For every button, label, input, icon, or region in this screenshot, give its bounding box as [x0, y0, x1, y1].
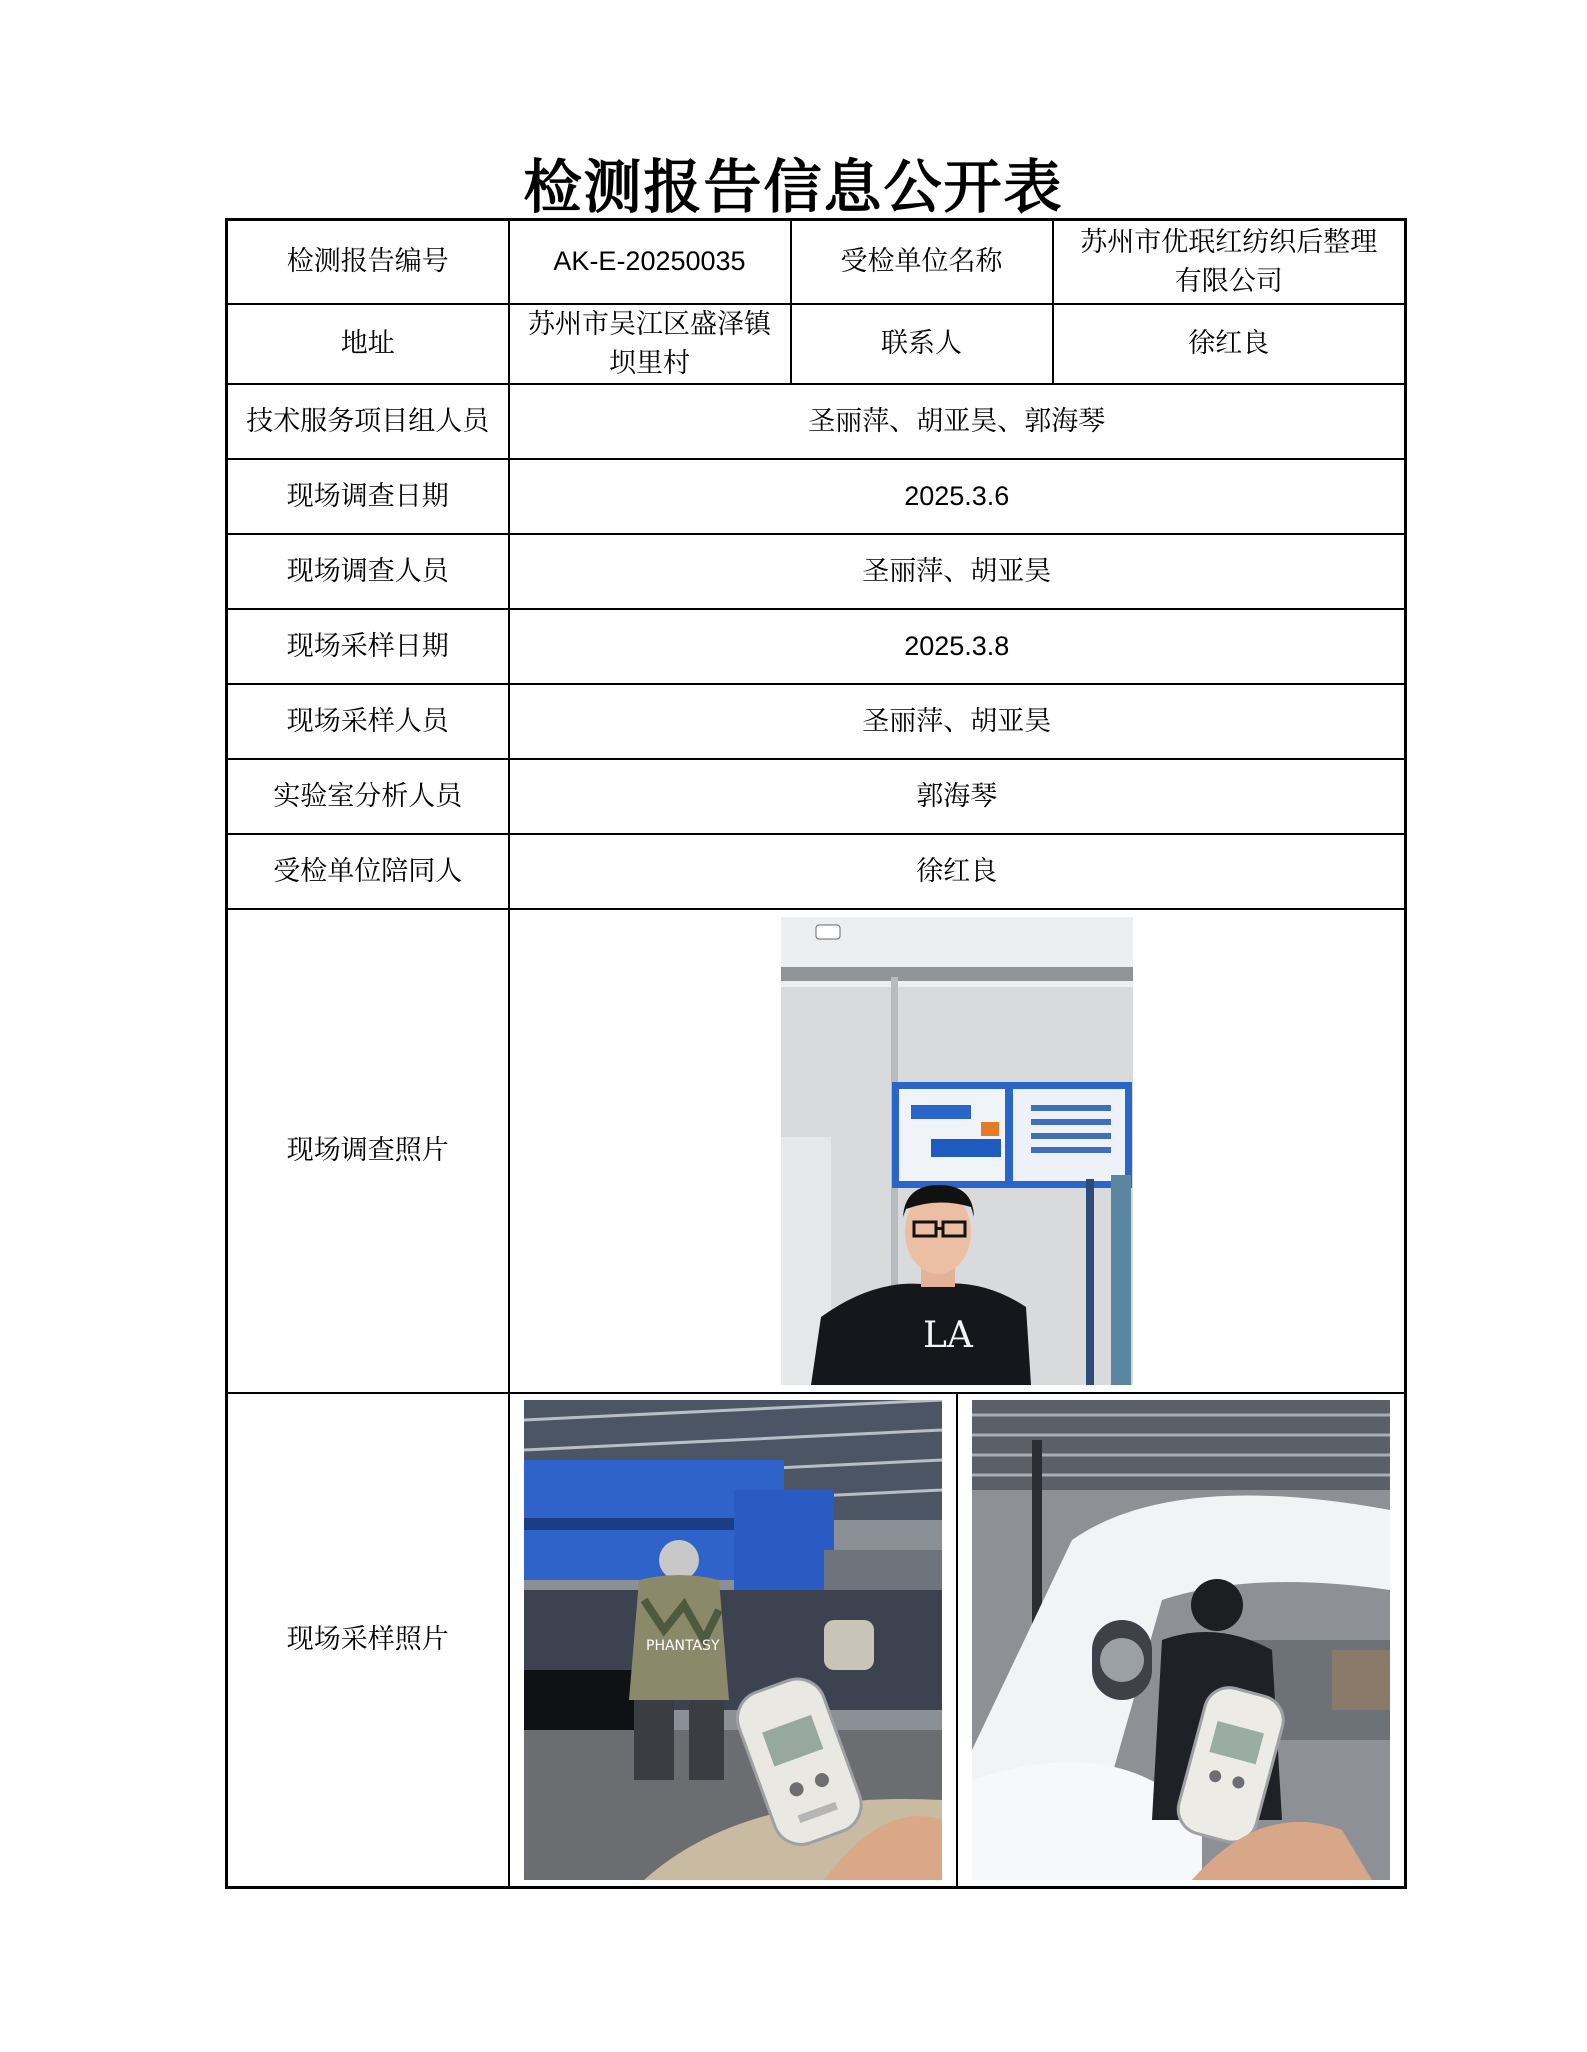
sampling-photo-cell: [509, 1393, 1406, 1888]
unit-name-line2: 有限公司: [1174, 265, 1283, 297]
table-row: [227, 534, 1406, 609]
table-row: [227, 384, 1406, 459]
row-label: 技术服务项目组人员: [227, 384, 509, 459]
survey-photo-cell: [509, 909, 1406, 1393]
row-label: 现场采样人员: [227, 684, 509, 759]
row-label: 受检单位陪同人: [227, 834, 509, 909]
row-label: 现场调查人员: [227, 534, 509, 609]
report-no-label: 检测报告编号: [227, 220, 509, 304]
contact-label: 联系人: [791, 304, 1053, 384]
row-value: 郭海琴: [509, 759, 1406, 834]
row-value: 圣丽萍、胡亚昊: [509, 534, 1406, 609]
table-row: [227, 304, 1406, 384]
address-value: [509, 304, 791, 384]
survey-photo: [781, 917, 1133, 1385]
unit-name-line1: 苏州市优珉红纺织后整理: [1080, 226, 1378, 258]
report-table: [225, 218, 1407, 1889]
table-row: [227, 834, 1406, 909]
sampling-photo-left-cell: [510, 1394, 958, 1886]
address-label: 地址: [227, 304, 509, 384]
survey-photo-label: 现场调查照片: [227, 909, 509, 1393]
table-row: [227, 1393, 1406, 1888]
row-value: 徐红良: [509, 834, 1406, 909]
row-label: 现场调查日期: [227, 459, 509, 534]
row-label: 实验室分析人员: [227, 759, 509, 834]
row-label: 现场采样日期: [227, 609, 509, 684]
row-value: 圣丽萍、胡亚昊、郭海琴: [509, 384, 1406, 459]
table-row: [227, 684, 1406, 759]
page-title: 检测报告信息公开表: [523, 153, 1064, 221]
table-row: [227, 909, 1406, 1393]
contact-value: 徐红良: [1053, 304, 1406, 384]
table-row: [227, 609, 1406, 684]
sampling-photo-left: [524, 1400, 942, 1880]
table-row: [227, 459, 1406, 534]
row-value: 圣丽萍、胡亚昊: [509, 684, 1406, 759]
sampling-photo-right-cell: [958, 1394, 1404, 1886]
report-no-value: AK-E-20250035: [509, 220, 791, 304]
sampling-photo-label: 现场采样照片: [227, 1393, 509, 1888]
row-value: 2025.3.6: [509, 459, 1406, 534]
svg-text:LA: LA: [922, 1314, 973, 1356]
table-row: [227, 759, 1406, 834]
row-value: 2025.3.8: [509, 609, 1406, 684]
address-line1: 苏州市吴江区盛泽镇: [528, 308, 771, 340]
sampling-photo-right: [972, 1400, 1390, 1880]
address-line2: 坝里村: [609, 347, 690, 379]
svg-text:PHANTASY: PHANTASY: [645, 1637, 720, 1654]
table-row: [227, 220, 1406, 304]
unit-name-value: [1053, 220, 1406, 304]
unit-name-label: 受检单位名称: [791, 220, 1053, 304]
